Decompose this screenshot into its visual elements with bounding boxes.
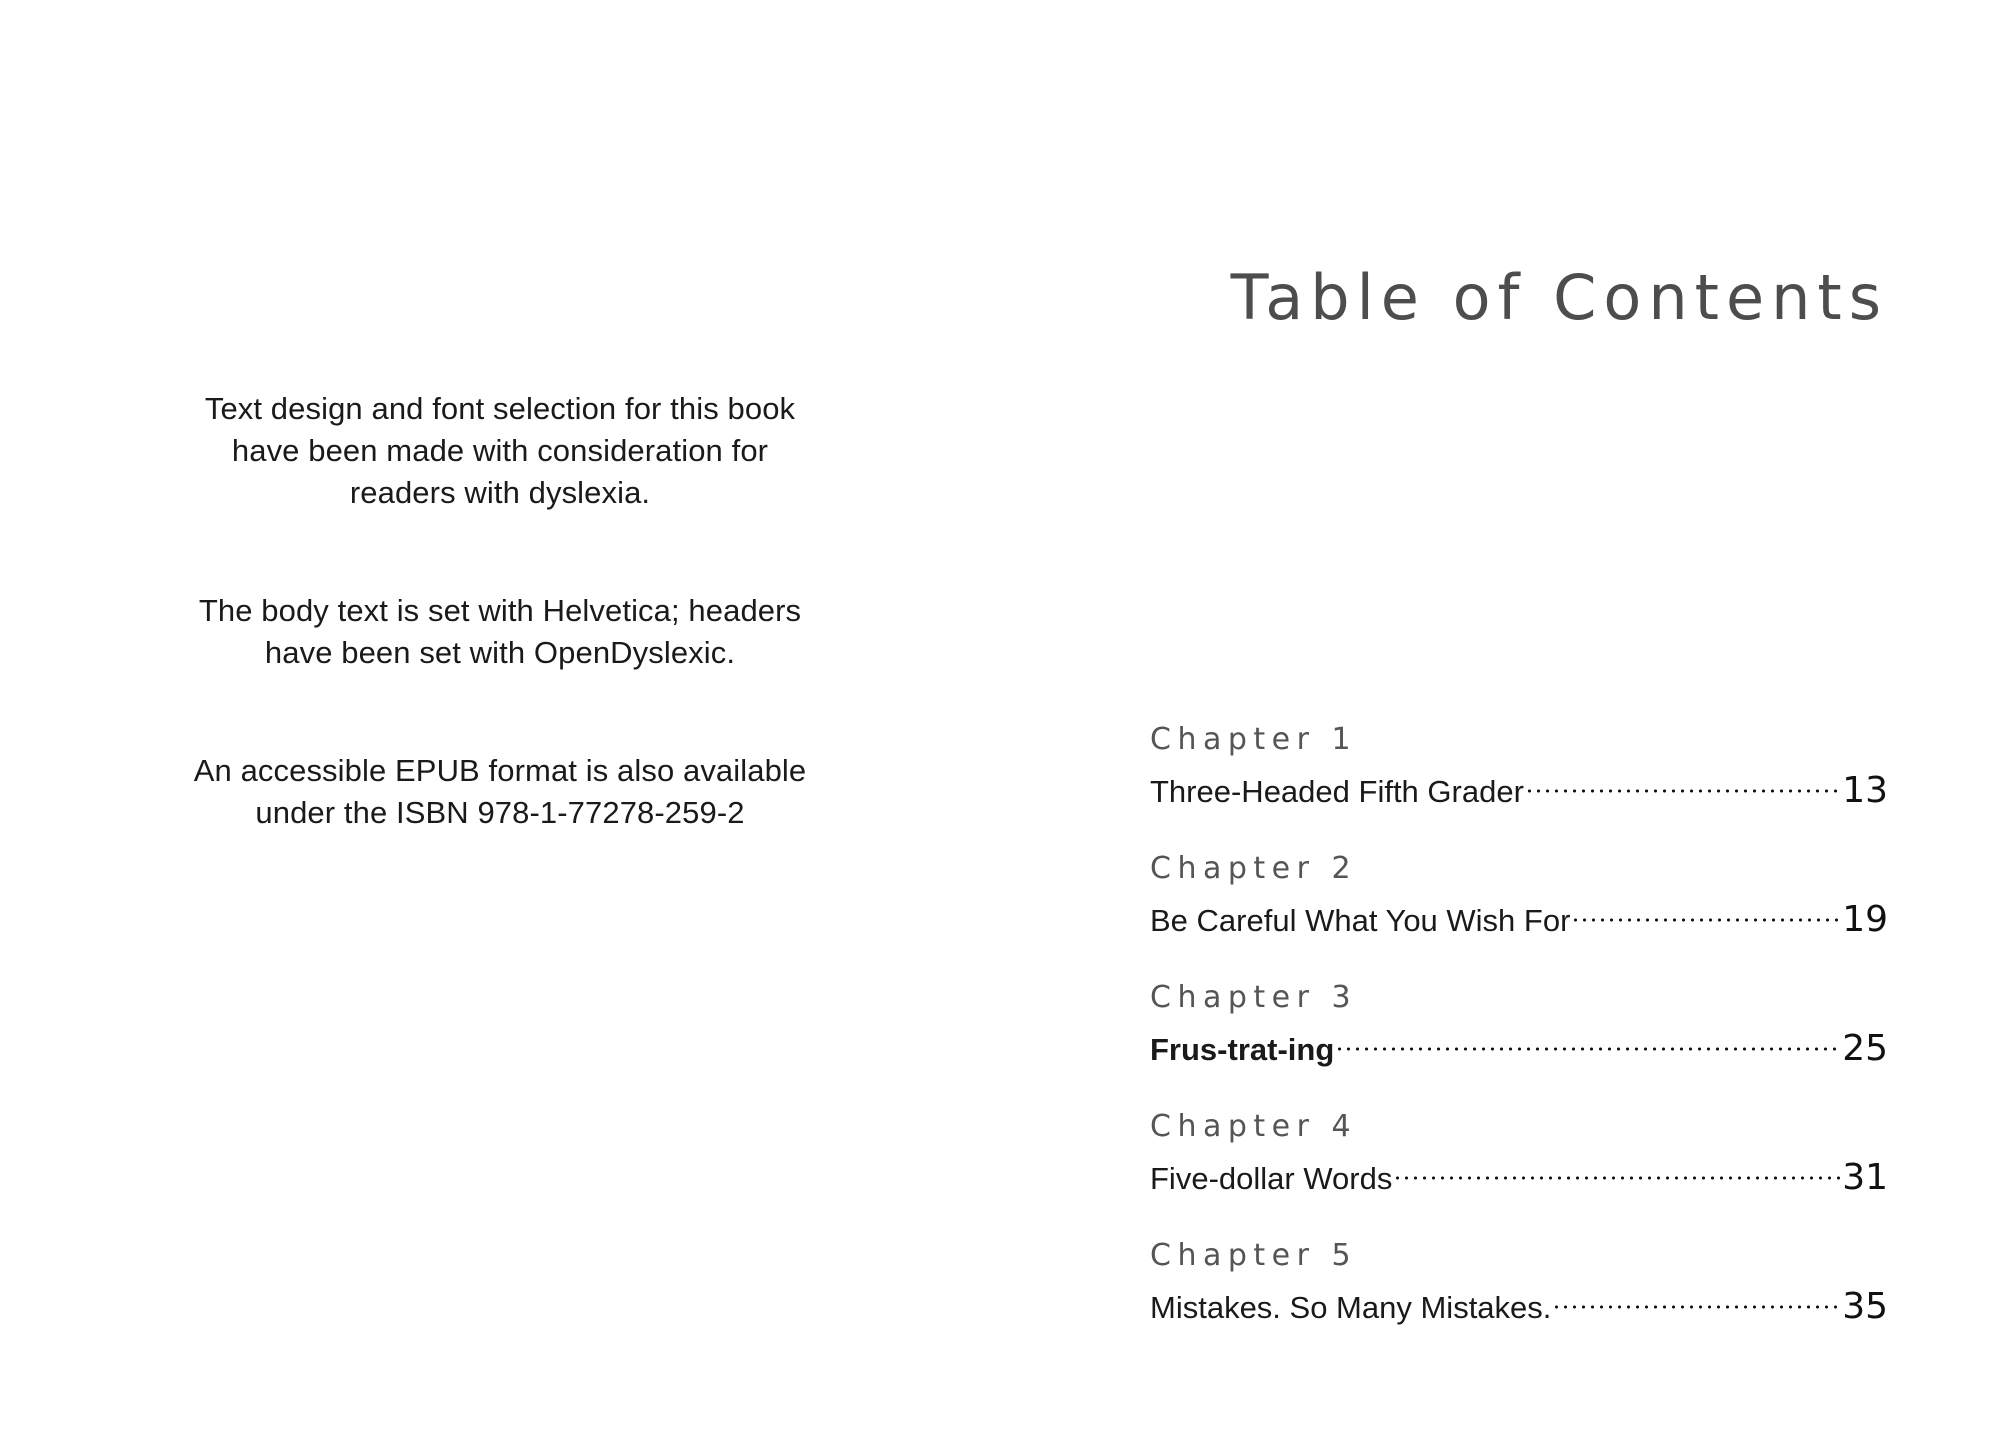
page-number: 25 bbox=[1842, 1028, 1888, 1069]
toc-entry[interactable] bbox=[1150, 849, 1888, 941]
table-of-contents bbox=[1150, 261, 1888, 1327]
chapter-title: Mistakes. So Many Mistakes. bbox=[1150, 1290, 1552, 1325]
colophon-paragraph-epub: An accessible EPUB format is also available under the ISBN 978-1-77278-259-2 bbox=[193, 753, 807, 830]
page-number: 31 bbox=[1842, 1157, 1888, 1198]
colophon-paragraph-design: Text design and font selection for this book have been made with consideration for readers with dyslexia. bbox=[204, 391, 796, 510]
toc-entry-row bbox=[1150, 762, 1888, 812]
toc-entry[interactable] bbox=[1150, 978, 1888, 1070]
toc-entry-row bbox=[1150, 1278, 1888, 1328]
toc-entry[interactable] bbox=[1150, 720, 1888, 812]
dot-leader bbox=[1525, 762, 1841, 802]
page-number: 13 bbox=[1842, 770, 1888, 811]
colophon-block bbox=[190, 388, 810, 834]
chapter-label: Chapter 1 bbox=[1150, 722, 1358, 757]
dot-leader bbox=[1335, 1020, 1841, 1060]
dot-leader bbox=[1393, 1149, 1841, 1189]
chapter-label: Chapter 2 bbox=[1150, 851, 1358, 886]
chapter-title: Frus-trat-ing bbox=[1150, 1032, 1335, 1067]
dot-leader bbox=[1571, 891, 1841, 931]
toc-entry-row bbox=[1150, 1149, 1888, 1199]
chapter-label: Chapter 5 bbox=[1150, 1238, 1358, 1273]
chapter-title: Three-Headed Fifth Grader bbox=[1150, 774, 1524, 809]
toc-entry-row bbox=[1150, 891, 1888, 941]
toc-entry[interactable] bbox=[1150, 1236, 1888, 1328]
colophon-paragraph-fonts: The body text is set with Helvetica; headers have been set with OpenDyslexic. bbox=[198, 593, 802, 670]
toc-entry-list bbox=[1150, 720, 1888, 1328]
toc-entry[interactable] bbox=[1150, 1107, 1888, 1199]
page-number: 19 bbox=[1842, 899, 1888, 940]
toc-entry-row bbox=[1150, 1020, 1888, 1070]
chapter-label: Chapter 3 bbox=[1150, 980, 1358, 1015]
page-number: 35 bbox=[1842, 1286, 1888, 1327]
chapter-label: Chapter 4 bbox=[1150, 1109, 1358, 1144]
dot-leader bbox=[1552, 1278, 1841, 1318]
chapter-title: Be Careful What You Wish For bbox=[1150, 903, 1571, 938]
chapter-title: Five-dollar Words bbox=[1150, 1161, 1393, 1196]
page-title: Table of Contents bbox=[1230, 261, 1888, 334]
